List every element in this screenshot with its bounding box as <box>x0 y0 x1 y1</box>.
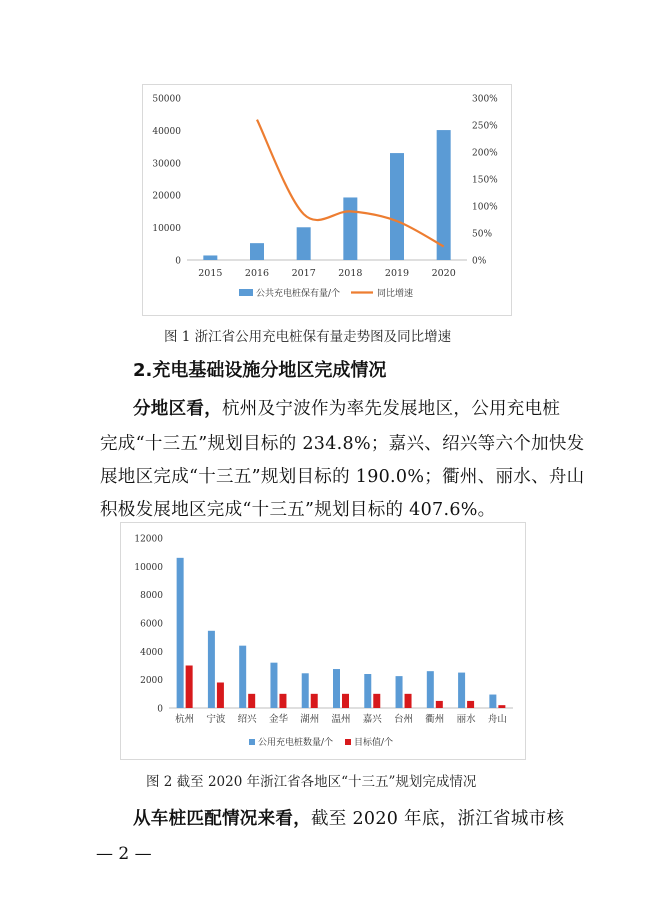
bar-actual-绍兴 <box>239 646 246 708</box>
y2-tick-label: 150% <box>472 175 498 186</box>
x-tick-label: 温州 <box>331 714 351 725</box>
figure2-caption: 图 2 截至 2020 年浙江省各地区“十三五”规划完成情况 <box>146 774 477 790</box>
legend-target-label: 目标值/个 <box>354 738 394 748</box>
y-tick-label: 4000 <box>140 647 163 658</box>
figure1-chart <box>142 84 512 316</box>
x-tick-label: 舟山 <box>487 714 507 725</box>
figure1-chart-svg <box>143 85 511 315</box>
bar-target-绍兴 <box>248 694 255 708</box>
x-tick-label: 2017 <box>291 268 316 279</box>
bar-target-丽水 <box>467 701 474 708</box>
bar-2019 <box>390 153 404 260</box>
y-tick-label: 10000 <box>152 224 181 235</box>
bar-actual-金华 <box>270 663 277 708</box>
legend-bar-label: 公共充电桩保有量/个 <box>256 289 341 299</box>
bar-2018 <box>343 197 357 260</box>
y-tick-label: 40000 <box>152 126 181 137</box>
bar-actual-嘉兴 <box>364 674 371 708</box>
y2-tick-label: 0% <box>472 256 487 267</box>
bar-actual-舟山 <box>489 695 496 708</box>
x-tick-label: 2020 <box>431 268 456 279</box>
x-tick-label: 衢州 <box>425 714 445 725</box>
bar-2015 <box>203 255 217 260</box>
paragraph2-lead: 从车桩匹配情况来看， <box>133 809 311 829</box>
bar-actual-丽水 <box>458 673 465 708</box>
x-tick-label: 金华 <box>268 714 288 725</box>
bar-2020 <box>437 130 451 260</box>
x-tick-label: 湖州 <box>300 714 320 725</box>
section-heading: 2.充电基础设施分地区完成情况 <box>133 360 387 381</box>
bar-target-台州 <box>405 694 412 708</box>
y-tick-label: 30000 <box>152 159 181 170</box>
x-tick-label: 台州 <box>394 714 414 725</box>
bar-2016 <box>250 243 264 260</box>
figure1-caption: 图 1 浙江省公用充电桩保有量走势图及同比增速 <box>164 329 452 345</box>
y2-tick-label: 250% <box>472 121 498 132</box>
paragraph1-line3: 展地区完成“十三五”规划目标的 190.0%；衢州、丽水、舟山 <box>100 467 585 487</box>
x-tick-label: 杭州 <box>175 714 195 725</box>
x-tick-label: 丽水 <box>456 714 476 725</box>
bar-target-舟山 <box>498 705 505 708</box>
y2-tick-label: 100% <box>472 202 498 213</box>
bar-actual-杭州 <box>177 558 184 708</box>
y-tick-label: 8000 <box>140 591 163 602</box>
paragraph2-text: 截至 2020 年底，浙江省城市核 <box>311 809 565 829</box>
paragraph1-line1 <box>133 395 560 420</box>
legend-actual-swatch <box>249 739 255 745</box>
y-tick-label: 6000 <box>140 619 163 630</box>
paragraph2-line1 <box>133 805 564 830</box>
x-tick-label: 嘉兴 <box>362 714 382 725</box>
y-tick-label: 2000 <box>140 676 163 687</box>
legend-target-swatch <box>345 739 351 745</box>
y-tick-label: 10000 <box>134 562 163 573</box>
x-tick-label: 2015 <box>198 268 223 279</box>
paragraph1-line2: 完成“十三五”规划目标的 234.8%；嘉兴、绍兴等六个加快发 <box>100 434 585 454</box>
bar-2017 <box>297 227 311 260</box>
paragraph1-text1: 杭州及宁波作为率先发展地区，公用充电桩 <box>222 399 561 419</box>
y-tick-label: 12000 <box>134 534 163 545</box>
x-tick-label: 2016 <box>244 268 270 279</box>
bar-target-湖州 <box>311 694 318 708</box>
y2-tick-label: 50% <box>472 229 493 240</box>
figure2-chart <box>120 522 526 760</box>
bar-actual-宁波 <box>208 631 215 708</box>
paragraph1-line4: 积极发展地区完成“十三五”规划目标的 407.6%。 <box>100 500 496 520</box>
x-tick-label: 绍兴 <box>237 714 257 725</box>
y-tick-label: 0 <box>157 704 163 715</box>
bar-target-金华 <box>279 694 286 708</box>
legend-bar-swatch <box>239 289 253 296</box>
bar-actual-衢州 <box>427 671 434 708</box>
bar-actual-台州 <box>396 676 403 708</box>
bar-actual-温州 <box>333 669 340 708</box>
legend-line-label: 同比增速 <box>377 289 414 299</box>
bar-target-温州 <box>342 694 349 708</box>
figure2-chart-svg <box>121 523 525 759</box>
bar-target-嘉兴 <box>373 694 380 708</box>
x-tick-label: 2018 <box>338 268 363 279</box>
y-tick-label: 0 <box>175 256 181 267</box>
y2-tick-label: 300% <box>472 94 498 105</box>
legend-actual-label: 公用充电桩数量/个 <box>258 738 334 748</box>
bar-target-衢州 <box>436 701 443 708</box>
bar-actual-湖州 <box>302 673 309 708</box>
page-number: — 2 — <box>96 844 152 864</box>
y-tick-label: 50000 <box>152 94 181 105</box>
bar-target-杭州 <box>186 666 193 709</box>
x-tick-label: 宁波 <box>206 714 226 725</box>
y2-tick-label: 200% <box>472 148 498 159</box>
x-tick-label: 2019 <box>384 268 410 279</box>
bar-target-宁波 <box>217 683 224 709</box>
y-tick-label: 20000 <box>152 191 181 202</box>
paragraph1-lead: 分地区看， <box>133 399 222 419</box>
